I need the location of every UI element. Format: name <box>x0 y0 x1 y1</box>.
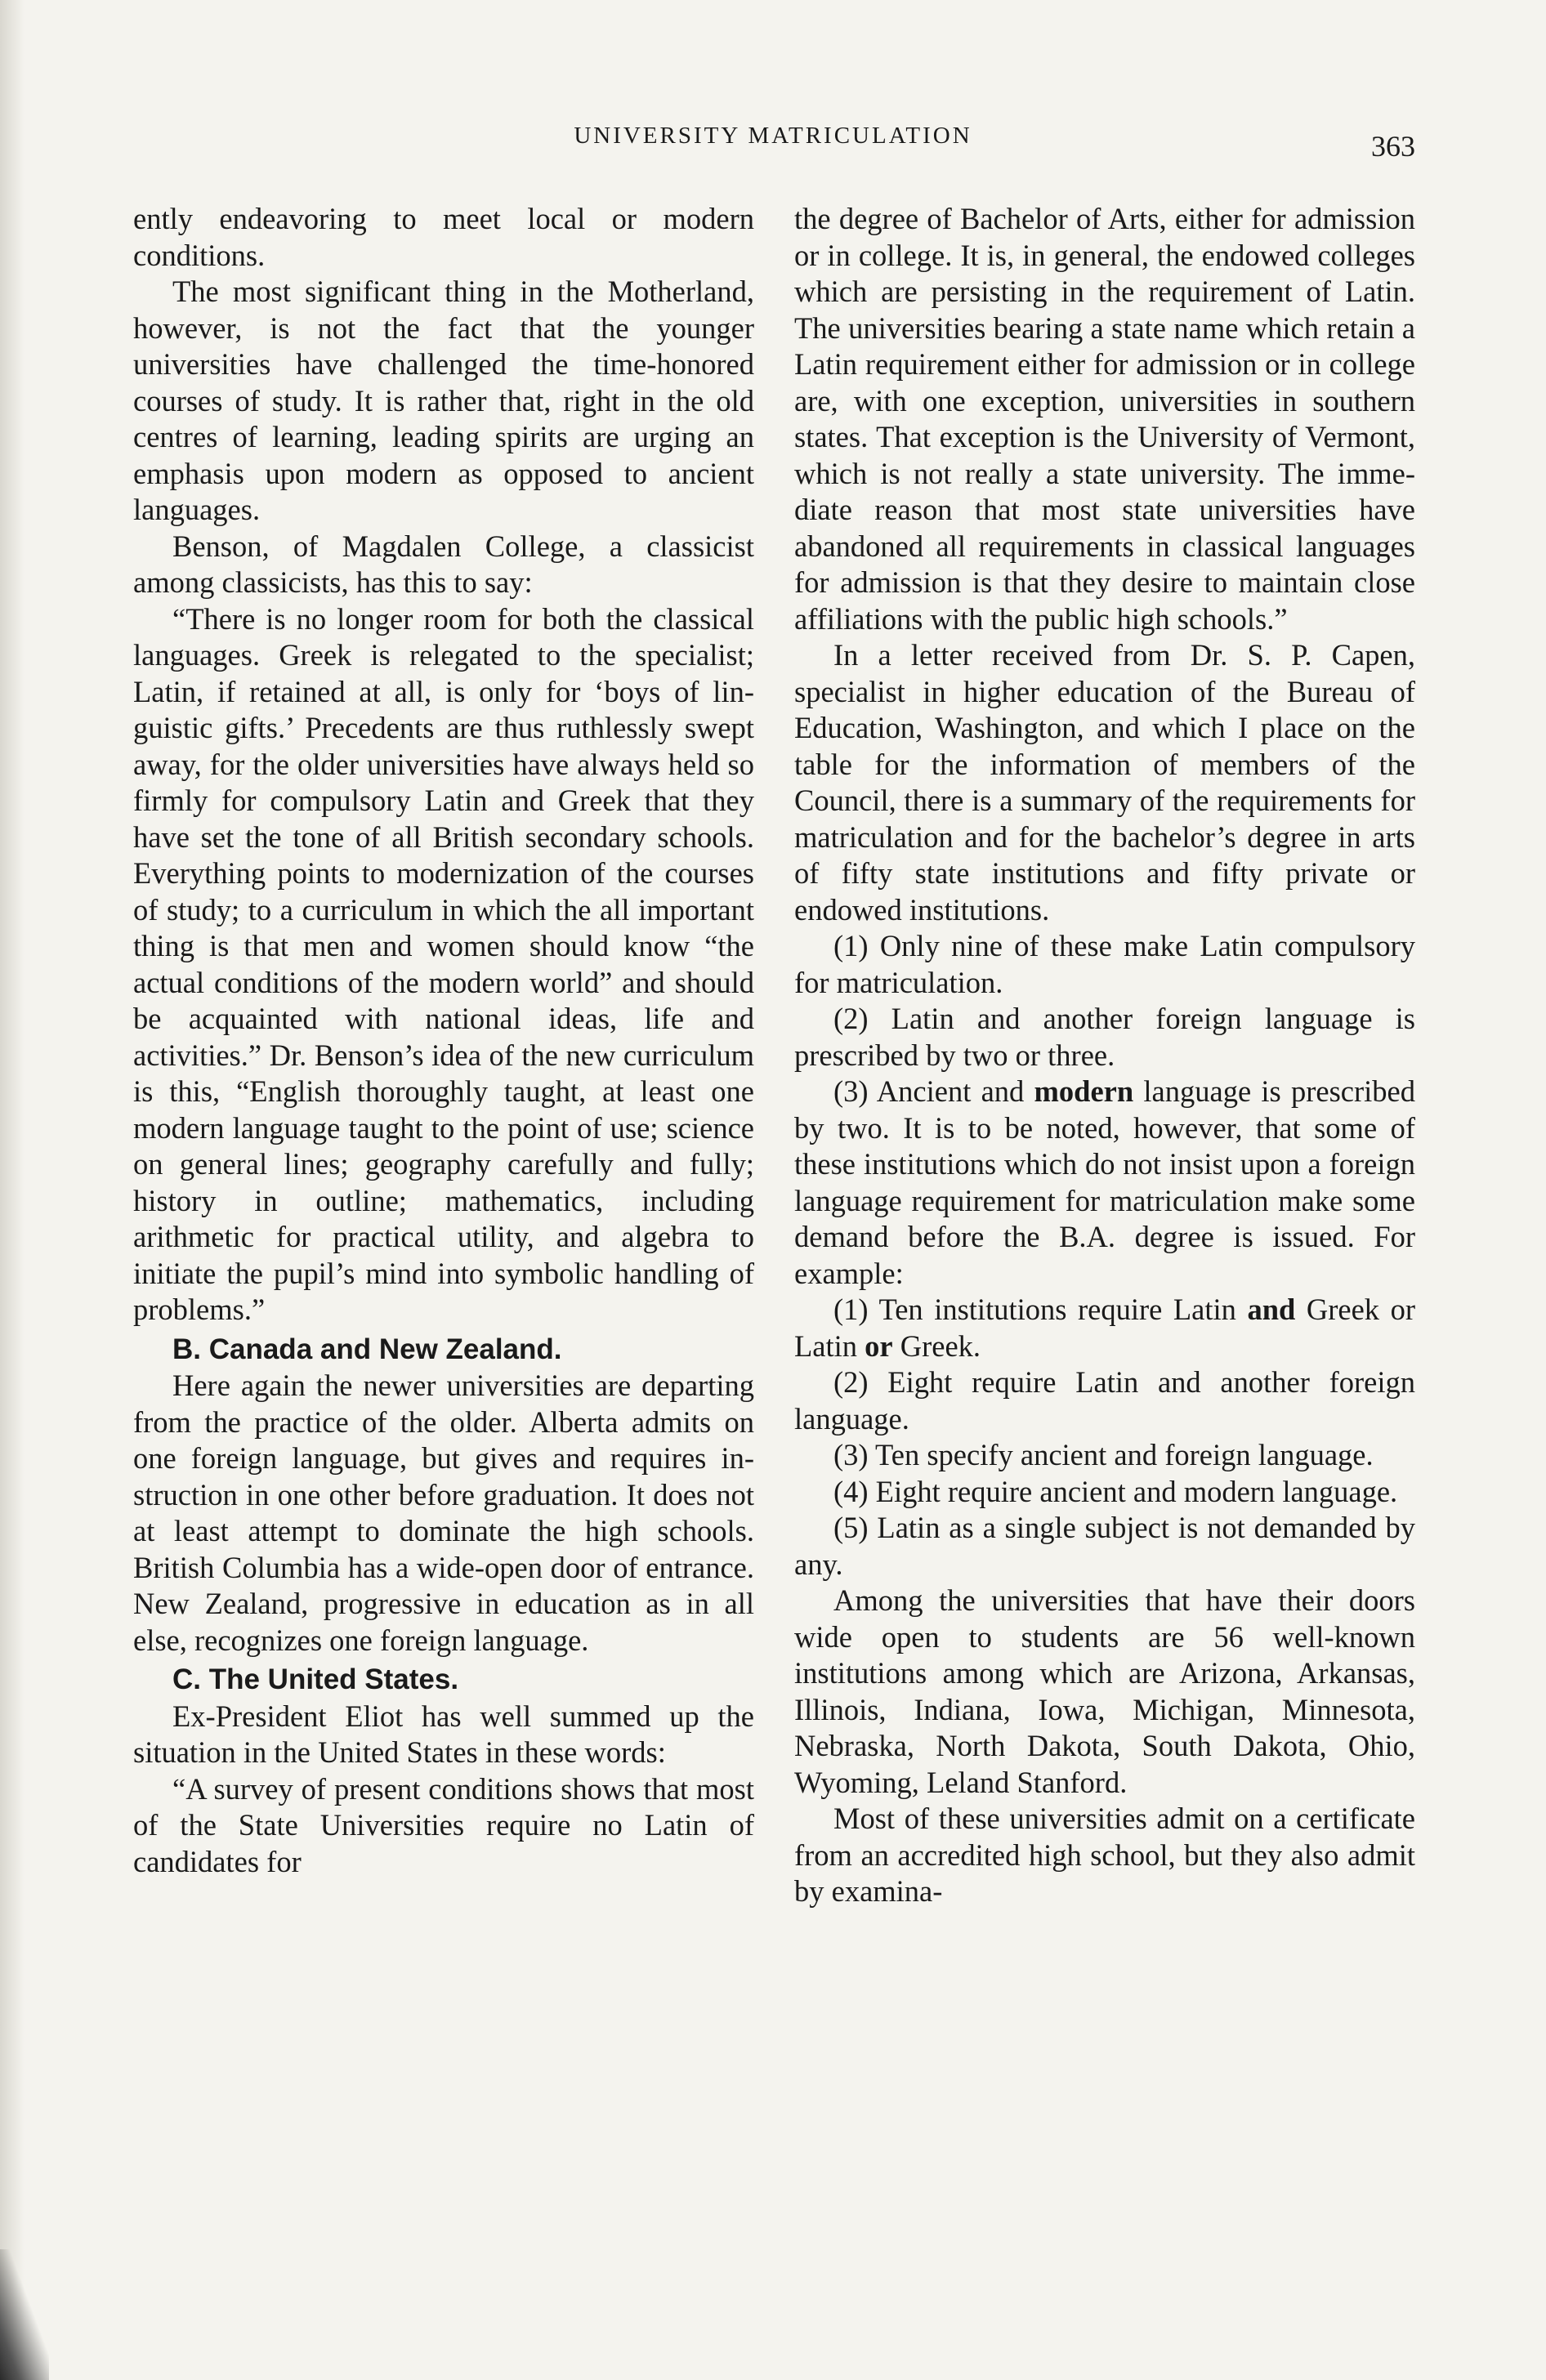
emphasis-or: or <box>865 1328 893 1363</box>
list-item-text: (3) Ancient and <box>833 1074 1034 1108</box>
paragraph: Most of these universities admit on a certificate from an accredited high school, but they also admit by examina- <box>794 1802 1415 1908</box>
list-item: (2) Latin and another foreign language is prescribed by two or three. <box>794 1002 1415 1072</box>
sub-list-item: (4) Eight require ancient and modern language. <box>833 1474 1398 1508</box>
list-item-text: language is prescribed by two. It is to be noted, however, that some of these institutions which do not insist upon a foreign language requirement for matriculation make some demand before the B.A. degree is issued. For example: <box>794 1074 1415 1290</box>
quotation-paragraph: “A survey of present conditions shows that most of the State Universities require no Latin of candidates for <box>133 1771 754 1878</box>
paragraph: In a letter received from Dr. S. P. Capen, specialist in higher education of the Bureau of Education, Washington, and which I place on the table for the information of members of the Council, there is a summary of the requirements for matriculation and for the bachelor’s degree in arts of fifty state institutions and fifty private or endowed institutions. <box>794 638 1415 927</box>
sub-list-item: (3) Ten specify ancient and foreign language. <box>833 1438 1374 1471</box>
list-item <box>794 1074 1415 1292</box>
left-column <box>133 201 754 1880</box>
list-item-text: Greek or Latin <box>794 1293 1415 1363</box>
sub-list-item: (2) Eight require Latin and another foreign language. <box>794 1365 1415 1436</box>
paragraph: Ex-President Eliot has well summed up the situation in the United States in these words: <box>133 1699 754 1769</box>
paragraph: Benson, of Magdalen College, a classicist among classicists, has this to say: <box>133 529 754 599</box>
paragraph: ently endeavoring to meet local or modern conditions. <box>133 202 754 272</box>
page-gutter-shadow <box>0 0 25 2380</box>
list-item-text: (1) Ten institutions require Latin <box>833 1293 1248 1326</box>
emphasis-modern: modern <box>1034 1074 1134 1108</box>
sub-list-item <box>794 1292 1415 1364</box>
paragraph: the degree of Bachelor of Arts, either for admission or in college. It is, in general, the endowed colleges which are persisting in the requirement of Latin. The universities bearing a state name which retain a Latin requirement either for admission or in college are, with one exception, universities in southern states. That exception is the University of Vermont, which is not really a state university. The immediate reason that most state universities have abandoned all requirements in classical languages for admission is that they desire to maintain close affiliations with the public high schools.” <box>794 202 1415 636</box>
running-head: UNIVERSITY MATRICULATION <box>574 123 972 149</box>
list-item-text: Greek. <box>892 1328 981 1363</box>
sub-list-item: (5) Latin as a single subject is not demanded by any. <box>794 1511 1415 1581</box>
page-corner-shadow <box>0 2249 49 2380</box>
quotation-paragraph: “There is no longer room for both the classical languages. Greek is relegated to the specialist; Latin, if retained at all, is only for ‘boys of linguistic gifts.’ Precedents are thus ruthlessly swept away, for the older universities have always held so firmly for compulsory Latin and Greek that they have set the tone of all British secondary schools. Everything points to modernization of the courses of study; to a curriculum in which the all important thing is that men and women should know “the actual conditions of the modern world” and should be acquainted with national ideas, life and activities.” Dr. Benson’s idea of the new curriculum is this, “English thoroughly taught, at least one modern language taught to the point of use; science on general lines; geography carefully and fully; history in outline; mathematics, including arithmetic for practical utility, and algebra to initiate the pupil’s mind into symbolic handling of problems.” <box>133 601 754 1326</box>
paragraph: Here again the newer universities are departing from the practice of the older. Alberta admits on one foreign language, but gives and requires instruction in one other before graduation. It does not at least attempt to dominate the high schools. British Columbia has a wide-open door of entrance. New Zealand, progressive in education as in all else, recognizes one foreign language. <box>133 1369 754 1657</box>
section-heading-c: C. The United States. <box>172 1663 459 1695</box>
page-number: 363 <box>1371 130 1415 163</box>
paragraph: Among the universities that have their doors wide open to students are 56 well-known institutions among which are Arizona, Arkansas, Illinois, Indiana, Iowa, Michigan, Minnesota, Nebraska, North Dakota, South Dakota, Ohio, Wyoming, Leland Stanford. <box>794 1583 1415 1799</box>
list-item: (1) Only nine of these make Latin compulsory for matriculation. <box>794 929 1415 999</box>
section-heading-b: B. Canada and New Zealand. <box>172 1333 562 1365</box>
paragraph: The most significant thing in the Motherland, however, is not the fact that the younger universities have challenged the time-honored courses of study. It is rather that, right in the old centres of learning, leading spirits are urging an emphasis upon modern as opposed to ancient languages. <box>133 275 754 526</box>
right-column <box>794 201 1415 1910</box>
emphasis-and: and <box>1247 1293 1296 1326</box>
